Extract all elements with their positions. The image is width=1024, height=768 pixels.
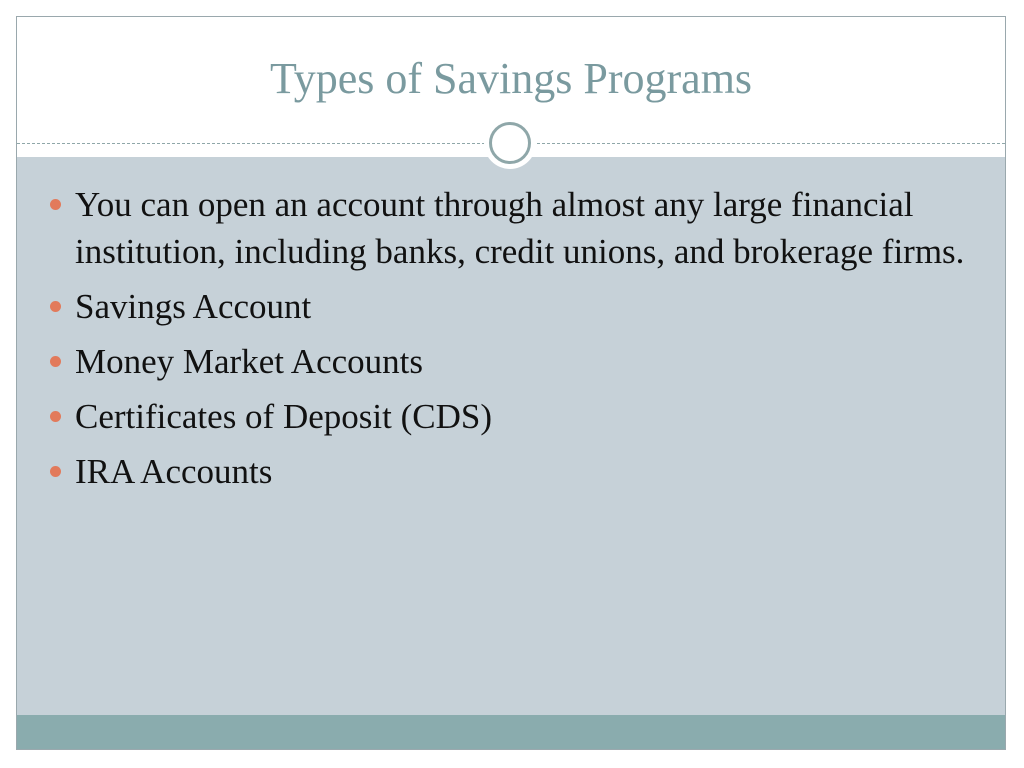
slide-title: Types of Savings Programs xyxy=(269,54,753,103)
bullet-item xyxy=(47,448,967,495)
bullet-list xyxy=(47,181,967,503)
bullet-dot-icon xyxy=(50,466,61,477)
circle-ornament-icon xyxy=(484,117,536,169)
bullet-text: Certificates of Deposit (CDS) xyxy=(75,397,492,436)
bullet-text: You can open an account through almost any large financial institution, including banks, credit unions, and brokerage firms. xyxy=(75,185,965,271)
bullet-item xyxy=(47,181,967,275)
bullet-text: Money Market Accounts xyxy=(75,342,423,381)
slide xyxy=(16,16,1006,750)
bullet-text: Savings Account xyxy=(75,287,312,326)
bullet-item xyxy=(47,393,967,440)
bullet-text: IRA Accounts xyxy=(75,452,273,491)
bullet-item xyxy=(47,338,967,385)
ornament-ring xyxy=(489,122,531,164)
bottom-bar xyxy=(17,715,1005,750)
bullet-dot-icon xyxy=(50,301,61,312)
bullet-dot-icon xyxy=(50,199,61,210)
bullet-item xyxy=(47,283,967,330)
bullet-dot-icon xyxy=(50,356,61,367)
bullet-dot-icon xyxy=(50,411,61,422)
